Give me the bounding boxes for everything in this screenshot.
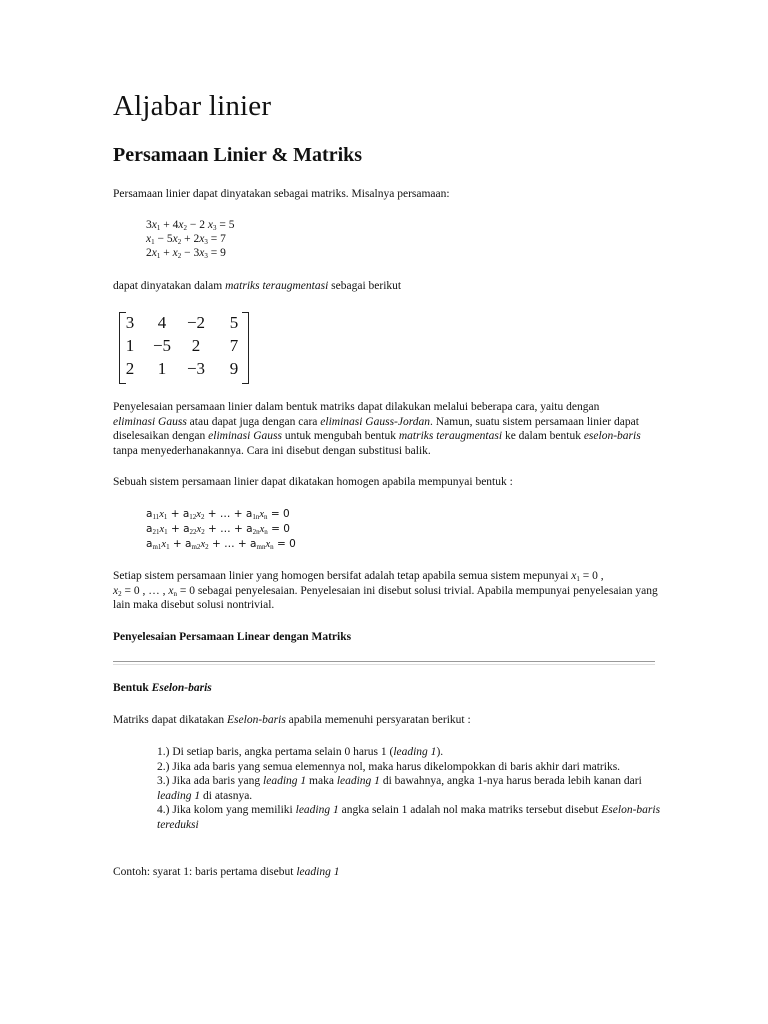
matrix-cell: 3 — [125, 313, 135, 332]
matrix-cell: −3 — [186, 359, 206, 378]
condition-item: 4.) Jika kolom yang memiliki leading 1 angka selain 1 adalah nol maka matriks tersebut disebut Eselon-baris tereduksi — [157, 804, 661, 831]
section-heading: Penyelesaian Persamaan Linear dengan Matriks — [113, 631, 352, 643]
eselon-intro: Matriks dapat dikatakan Eselon-baris apabila memenuhi persyaratan berikut : — [113, 714, 471, 726]
horizontal-divider — [113, 661, 655, 665]
augmented-paragraph: dapat dinyatakan dalam matriks teraugmentasi sebagai berikut — [113, 280, 402, 292]
equation-2: $x_1 - 5x_2 + 2x_3 = 7$ — [146, 233, 226, 246]
augmented-matrix — [119, 312, 249, 382]
homogen-equation-2: $a_{21}x_1 + a_{22}x_2$ + … + $a_{2n}x_n = 0$ — [146, 523, 290, 536]
matrix-cell: 9 — [229, 359, 239, 378]
section-title: Persamaan Linier & Matriks — [113, 144, 363, 166]
homogen-equation-1: $a_{11}x_1 + a_{12}x_2$ + … + $a_{1n}x_n = 0$ — [146, 508, 290, 521]
example-line: Contoh: syarat 1: baris pertama disebut leading 1 — [113, 866, 340, 878]
condition-item: 2.) Jika ada baris yang semua elemennya nol, maka harus dikelompokkan di baris akhir dari matriks. — [157, 760, 621, 773]
matrix-cell: 2 — [125, 359, 135, 378]
eselon-heading: Bentuk Eselon-baris — [113, 682, 212, 694]
matrix-cell: −5 — [152, 336, 172, 355]
condition-item: 3.) Jika ada baris yang leading 1 maka leading 1 di bawahnya, angka 1-nya harus berada lebih kanan dari leading 1 di atasnya. — [157, 775, 642, 802]
matrix-cell: 4 — [157, 313, 167, 332]
homogen-equation-3: $a_{m1}x_1 + a_{m2}x_2$ + … + $a_{mn}x_n = 0$ — [146, 538, 296, 551]
homogen-intro: Sebuah sistem persamaan linier dapat dikatakan homogen apabila mempunyai bentuk : — [113, 476, 513, 488]
conditions-list — [157, 745, 667, 832]
matrix-cell: 1 — [157, 359, 167, 378]
matrix-cell: 2 — [191, 336, 201, 355]
matrix-cell: 5 — [229, 313, 239, 332]
matrix-cell: 1 — [125, 336, 135, 355]
equation-3: $2x_1 + x_2 - 3x_3 = 9$ — [146, 247, 226, 260]
trivial-paragraph: Setiap sistem persamaan linier yang homogen bersifat adalah tetap apabila semua sistem mepunyai $x_1 = 0$ , $x_2 = 0$ , … , $x_n = 0$ sebagai penyelesaian. Penyelesaian ini disebut solusi trivial. Apabila mempunyai penyelesaian yang lain maka disebut solusi nontrivial. — [113, 570, 658, 611]
page-title: Aljabar linier — [113, 90, 272, 122]
solution-paragraph: Penyelesaian persamaan linier dalam bentuk matriks dapat dilakukan melalui beberapa cara, yaitu dengan eliminasi Gauss atau dapat juga dengan cara eliminasi Gauss-Jordan. Namun, suatu sistem persamaan linier dapat diselesaikan dengan eliminasi Gauss untuk mengubah bentuk matriks teraugmentasi ke dalam bentuk eselon-baris tanpa menyederhanakannya. Cara ini disebut dengan substitusi balik. — [113, 401, 641, 457]
condition-item: 1.) Di setiap baris, angka pertama selain 0 harus 1 (leading 1). — [157, 746, 444, 758]
equation-1: $3x_1 + 4x_2 - 2$ $x_3 = 5$ — [146, 219, 235, 232]
matrix-cell: −2 — [186, 313, 206, 332]
intro-paragraph: Persamaan linier dapat dinyatakan sebagai matriks. Misalnya persamaan: — [113, 188, 450, 200]
matrix-cell: 7 — [229, 336, 239, 355]
